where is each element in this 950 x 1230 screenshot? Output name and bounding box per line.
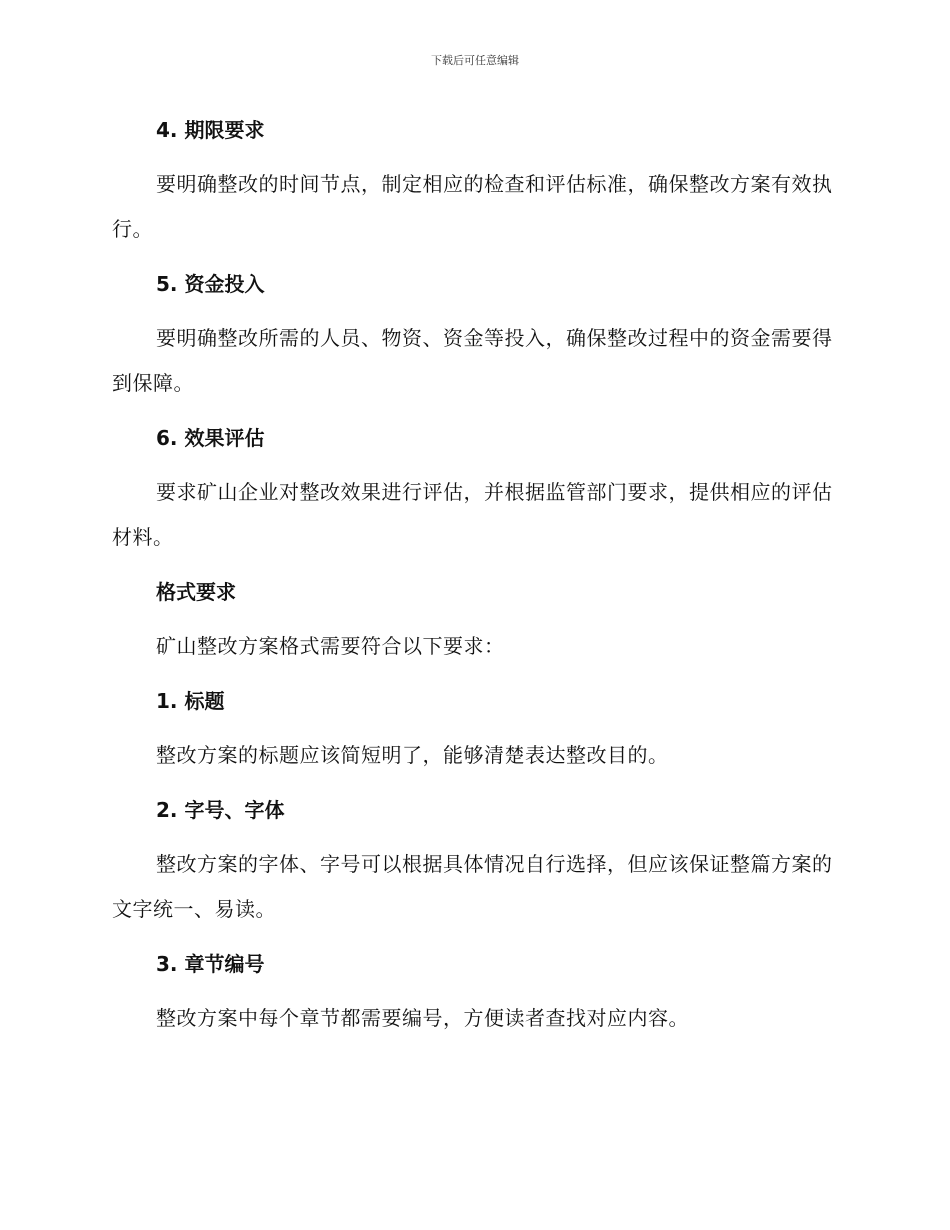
section-heading: 5. 资金投入 [156, 272, 265, 296]
section-paragraph: 要明确整改的时间节点，制定相应的检查和评估标准，确保整改方案有效执行。 [112, 172, 833, 241]
section-paragraph: 整改方案中每个章节都需要编号，方便读者查找对应内容。 [156, 1006, 689, 1030]
section-font-size [112, 792, 834, 946]
section-paragraph: 矿山整改方案格式需要符合以下要求： [156, 634, 505, 658]
section-paragraph: 整改方案的标题应该简短明了，能够清楚表达整改目的。 [156, 743, 669, 767]
section-heading: 6. 效果评估 [156, 426, 265, 450]
section-period-requirements [112, 112, 834, 266]
section-paragraph: 要求矿山企业对整改效果进行评估，并根据监管部门要求，提供相应的评估材料。 [112, 480, 833, 549]
section-paragraph: 要明确整改所需的人员、物资、资金等投入，确保整改过程中的资金需要得到保障。 [112, 326, 833, 395]
page-header: 下载后可任意编辑 [431, 54, 519, 67]
section-heading: 3. 章节编号 [156, 952, 265, 976]
document-body [112, 112, 834, 1041]
section-paragraph: 整改方案的字体、字号可以根据具体情况自行选择，但应该保证整篇方案的文字统一、易读。 [112, 852, 833, 921]
section-title [112, 683, 834, 792]
section-heading: 1. 标题 [156, 689, 225, 713]
section-funding [112, 266, 834, 420]
section-heading: 2. 字号、字体 [156, 798, 285, 822]
section-effect-evaluation [112, 420, 834, 574]
section-heading: 4. 期限要求 [156, 118, 265, 142]
section-chapter-numbering [112, 946, 834, 1041]
section-heading: 格式要求 [156, 580, 236, 604]
section-format-requirements [112, 574, 834, 683]
